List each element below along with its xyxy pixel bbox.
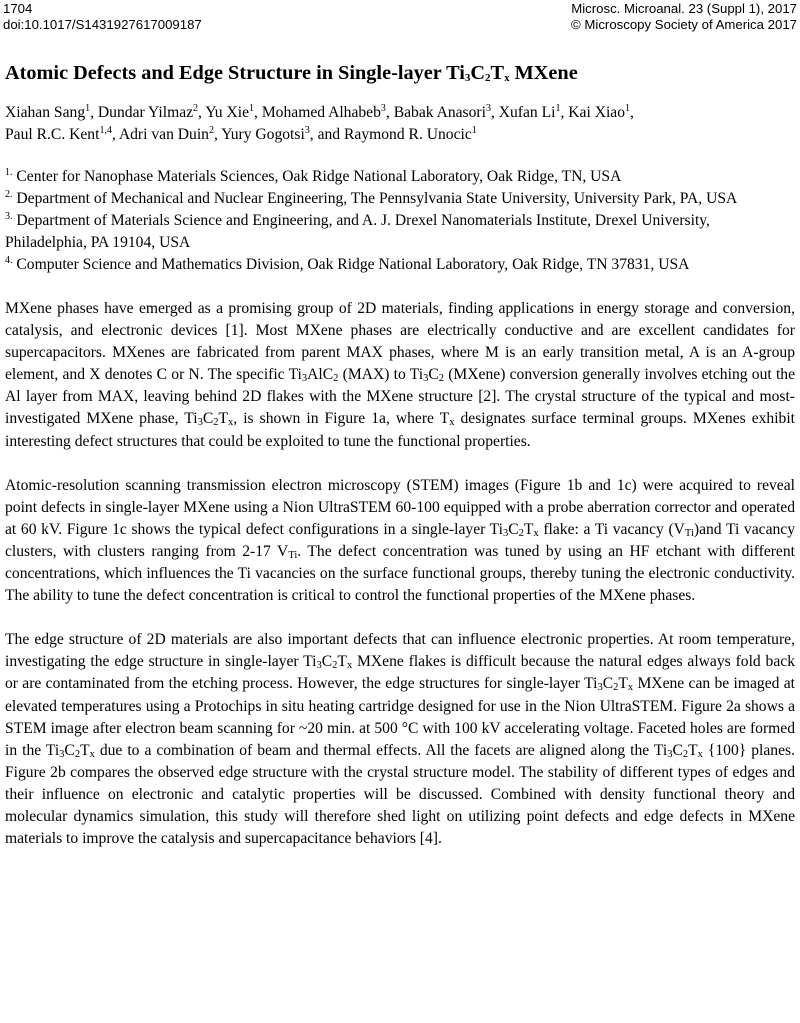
author: Xufan Li xyxy=(498,104,556,121)
affiliations xyxy=(5,166,795,276)
header-right xyxy=(571,1,797,33)
paragraph-edge-structure: The edge structure of 2D materials are also important defects that can influence electronic properties. At room temperature, investigating the edge structure in single-layer $Ti_3C_2T_x$ MXene flakes is difficult because the natural edges always fold back or are contaminated from the etching process. However, the edge structures for single-layer $Ti_3C_2T_x$ MXene can be imaged at elevated temperatures using a Protochips in situ heating cartridge designed for use in the Nion UltraSTEM. Figure 2a shows a STEM image after electron beam scanning for ~20 min. at 500 °C with 100 kV accelerating voltage. Faceted holes are formed in the $Ti_3C_2T_x$ due to a combination of beam and thermal effects. All the facets are aligned along the $Ti_3C_2T_x$ {100} planes. Figure 2b compares the observed edge structure with the crystal structure model. The stability of different types of edges and their influence on electronic and catalytic properties will be discussed. Combined with density functional theory and molecular dynamics simulation, this study will therefore shed light on utilizing point defects and edge defects in MXene materials to improve the catalysis and supercapacitance behaviors [4]. xyxy=(5,631,795,848)
paragraph-stem-defects: Atomic-resolution scanning transmission electron microscopy (STEM) images (Figure 1b and 1c) were acquired to reveal point defects in single-layer MXene using a Nion UltraSTEM 60-100 equipped with a probe aberration corrector and operated at 60 kV. Figure 1c shows the typical defect configurations in a single-layer $Ti_3C_2T_x$ flake: a Ti vacancy $(V_{Ti})and$ Ti vacancy clusters, with clusters ranging from 2-17 $V_{Ti}$. The defect concentration was tuned by using an HF etchant with different concentrations, which influences the Ti vacancies on the surface functional groups, thereby tuning the electronic conductivity. The ability to tune the defect concentration is critical to control the functional properties of the MXene phases. xyxy=(5,476,796,605)
header-left xyxy=(3,1,202,33)
paper-title: Atomic Defects and Edge Structure in Single-layer $Ti_3C_2T_x$ MXene xyxy=(5,62,578,84)
article-body xyxy=(5,58,795,850)
author: Yu Xie xyxy=(205,104,250,121)
doi: doi:10.1017/S1431927617009187 xyxy=(3,17,202,32)
author: Paul R.C. Kent xyxy=(5,126,100,143)
author: Babak Anasori xyxy=(393,104,486,121)
page-header xyxy=(0,0,800,36)
author: Dundar Yilmaz xyxy=(97,104,194,121)
paragraph-intro: MXene phases have emerged as a promising group of 2D materials, finding applications in energy storage and conversion, catalysis, and electronic devices [1]. Most MXene phases are electrically conductive and are excellent candidates for supercapacitors. MXenes are fabricated from parent MAX phases, where M is an early transition metal, A is an A-group element, and X denotes C or N. The specific $Ti_3AlC_2$ (MAX) to $Ti_3C_2$ (MXene) conversion generally involves etching out the Al layer from MAX, leaving behind 2D flakes with the MXene structure [2]. The crystal structure of the typical and most-investigated MXene phase, $Ti_3C_2T_x$, is shown in Figure 1a, where $T_x$ designates surface terminal groups. MXenes exhibit interesting defect structures that could be exploited to tune the functional properties. xyxy=(5,300,796,450)
affiliation: $^{3.}$ Department of Materials Science and Engineering, and A. J. Drexel Nanomaterials Institute, Drexel University, Philadelphia, PA 19104, USA xyxy=(5,210,710,251)
author-list: Xiahan Sang$^1$, Dundar Yilmaz$^2$, Yu Xie$^1$, Mohamed Alhabeb$^3$, Babak Anasori$^3$, Xufan Li$^1$, Kai Xiao$^1$, Paul R.C. Kent$^{1,4}$, Adri van Duin$^2$, Yury Gogotsi$^3$, and Raymond R. Unocic$^1$ xyxy=(5,102,634,143)
author: Xiahan Sang xyxy=(5,104,86,121)
affiliation: $^{2.}$ Department of Mechanical and Nuclear Engineering, The Pennsylvania State University, University Park, PA, USA xyxy=(5,188,738,207)
affiliation: $^{4.}$ Computer Science and Mathematics Division, Oak Ridge National Laboratory, Oak Ridge, TN 37831, USA xyxy=(5,254,690,273)
page-number: 1704 xyxy=(3,1,33,16)
author: Adri van Duin xyxy=(118,126,209,143)
author: Yury Gogotsi xyxy=(221,126,305,143)
author: Raymond R. Unocic xyxy=(344,126,472,143)
journal-citation: Microsc. Microanal. 23 (Suppl 1), 2017 xyxy=(571,1,797,16)
affiliation: $^{1.}$ Center for Nanophase Materials Sciences, Oak Ridge National Laboratory, Oak Ridge, TN, USA xyxy=(5,166,622,185)
copyright: © Microscopy Society of America 2017 xyxy=(571,17,797,32)
author: Mohamed Alhabeb xyxy=(261,104,381,121)
author: Kai Xiao xyxy=(568,104,626,121)
